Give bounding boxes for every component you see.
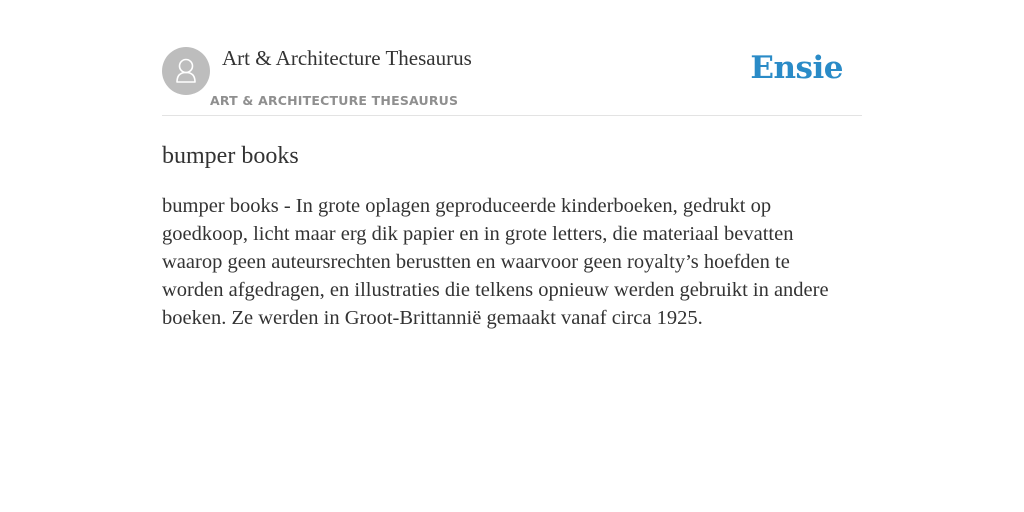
entry-title: bumper books — [162, 143, 299, 169]
source-label[interactable]: ART & ARCHITECTURE THESAURUS — [210, 93, 459, 108]
user-silhouette-icon — [162, 47, 210, 95]
author-name[interactable]: Art & Architecture Thesaurus — [222, 46, 472, 70]
entry-header — [162, 40, 862, 116]
avatar[interactable] — [162, 47, 210, 95]
brand-logo[interactable]: Ensie — [750, 50, 843, 86]
entry-definition: bumper books - In grote oplagen geproduceerde kinderboeken, gedrukt op goedkoop, licht maar erg dik papier en in grote letters, die materiaal bevatten waarop geen auteursrechten berustten en waarvoor geen royalty’s hoefden te worden afgedragen, en illustraties die telkens opnieuw werden gebruikt in andere boeken. Ze werden in Groot-Brittannië gemaakt vanaf circa 1925. — [162, 195, 829, 329]
entry-card — [162, 40, 862, 332]
